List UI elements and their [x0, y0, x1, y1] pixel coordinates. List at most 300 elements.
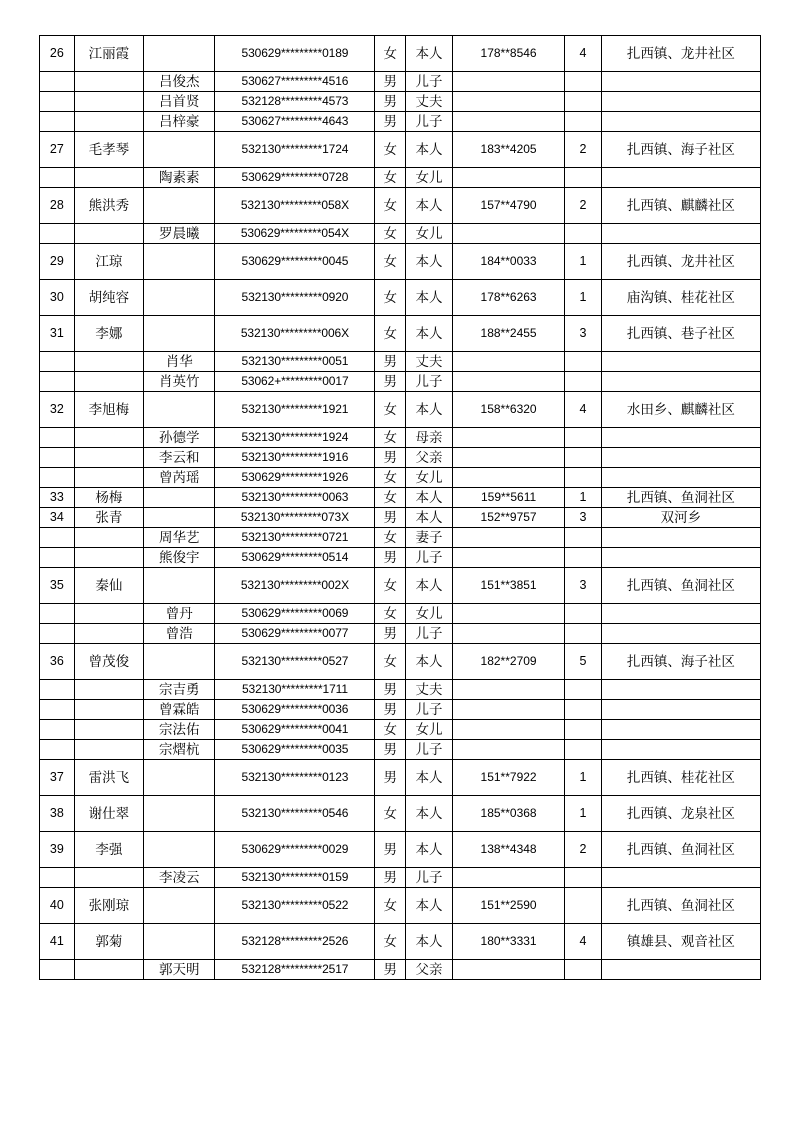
cell-id-number: 530629*********0189: [215, 36, 375, 72]
cell-household-head-name: 江丽霞: [74, 36, 143, 72]
cell-phone: [452, 92, 564, 112]
cell-family-member-name: 李凌云: [144, 868, 215, 888]
cell-relation: 儿子: [406, 700, 453, 720]
cell-address: [601, 740, 760, 760]
cell-phone: [452, 448, 564, 468]
cell-address: 扎西镇、麒麟社区: [601, 188, 760, 224]
cell-family-member-name: [144, 488, 215, 508]
cell-gender: 女: [375, 392, 406, 428]
cell-gender: 女: [375, 168, 406, 188]
cell-address: [601, 72, 760, 92]
cell-household-head-name: [74, 680, 143, 700]
cell-phone: [452, 224, 564, 244]
cell-gender: 女: [375, 244, 406, 280]
cell-person-count: [565, 548, 602, 568]
cell-address: [601, 428, 760, 448]
cell-household-head-name: 曾茂俊: [74, 644, 143, 680]
cell-phone: [452, 372, 564, 392]
cell-gender: 女: [375, 924, 406, 960]
cell-person-count: [565, 868, 602, 888]
cell-gender: 男: [375, 740, 406, 760]
cell-person-count: [565, 604, 602, 624]
cell-address: 扎西镇、鱼洞社区: [601, 488, 760, 508]
cell-phone: [452, 720, 564, 740]
cell-address: [601, 720, 760, 740]
cell-relation: 女儿: [406, 168, 453, 188]
cell-household-head-name: 江琼: [74, 244, 143, 280]
cell-id-number: 532130*********1724: [215, 132, 375, 168]
cell-sequence-number: 32: [40, 392, 75, 428]
table-row: [40, 132, 761, 168]
cell-id-number: 530629*********0077: [215, 624, 375, 644]
cell-phone: [452, 680, 564, 700]
cell-relation: 本人: [406, 132, 453, 168]
cell-household-head-name: 李娜: [74, 316, 143, 352]
table-row: [40, 92, 761, 112]
cell-address: 扎西镇、鱼洞社区: [601, 832, 760, 868]
cell-family-member-name: [144, 796, 215, 832]
cell-id-number: 532130*********0063: [215, 488, 375, 508]
cell-phone: [452, 740, 564, 760]
cell-family-member-name: [144, 244, 215, 280]
cell-sequence-number: [40, 604, 75, 624]
cell-id-number: 532130*********0123: [215, 760, 375, 796]
cell-sequence-number: [40, 92, 75, 112]
cell-household-head-name: 张青: [74, 508, 143, 528]
cell-gender: 女: [375, 796, 406, 832]
cell-phone: [452, 868, 564, 888]
cell-family-member-name: 熊俊宇: [144, 548, 215, 568]
cell-id-number: 530627*********4643: [215, 112, 375, 132]
cell-sequence-number: [40, 468, 75, 488]
cell-gender: 女: [375, 720, 406, 740]
cell-sequence-number: [40, 224, 75, 244]
cell-gender: 男: [375, 72, 406, 92]
roster-table-body: [40, 36, 761, 980]
cell-family-member-name: 吕梓豪: [144, 112, 215, 132]
table-row: [40, 72, 761, 92]
cell-phone: 151**7922: [452, 760, 564, 796]
table-row: [40, 112, 761, 132]
cell-phone: 178**6263: [452, 280, 564, 316]
cell-gender: 女: [375, 888, 406, 924]
cell-family-member-name: 罗晨曦: [144, 224, 215, 244]
cell-address: 扎西镇、巷子社区: [601, 316, 760, 352]
cell-gender: 女: [375, 488, 406, 508]
cell-person-count: [565, 624, 602, 644]
cell-sequence-number: [40, 868, 75, 888]
cell-sequence-number: [40, 528, 75, 548]
cell-sequence-number: 26: [40, 36, 75, 72]
cell-relation: 丈夫: [406, 92, 453, 112]
cell-sequence-number: 41: [40, 924, 75, 960]
cell-phone: [452, 468, 564, 488]
cell-person-count: [565, 92, 602, 112]
cell-relation: 丈夫: [406, 680, 453, 700]
table-row: [40, 280, 761, 316]
cell-gender: 男: [375, 508, 406, 528]
cell-family-member-name: 吕俊杰: [144, 72, 215, 92]
cell-household-head-name: 郭菊: [74, 924, 143, 960]
cell-person-count: [565, 224, 602, 244]
cell-person-count: [565, 960, 602, 980]
table-row: [40, 548, 761, 568]
cell-relation: 本人: [406, 924, 453, 960]
cell-person-count: 3: [565, 568, 602, 604]
cell-id-number: 530627*********4516: [215, 72, 375, 92]
cell-sequence-number: [40, 112, 75, 132]
cell-person-count: 3: [565, 316, 602, 352]
cell-household-head-name: [74, 528, 143, 548]
cell-household-head-name: [74, 720, 143, 740]
cell-relation: 本人: [406, 644, 453, 680]
cell-address: [601, 168, 760, 188]
cell-relation: 父亲: [406, 448, 453, 468]
cell-address: 庙沟镇、桂花社区: [601, 280, 760, 316]
cell-family-member-name: [144, 280, 215, 316]
cell-phone: [452, 112, 564, 132]
cell-sequence-number: 28: [40, 188, 75, 224]
cell-sequence-number: [40, 624, 75, 644]
cell-phone: [452, 700, 564, 720]
cell-id-number: 532130*********0051: [215, 352, 375, 372]
cell-phone: 151**3851: [452, 568, 564, 604]
cell-id-number: 532130*********0546: [215, 796, 375, 832]
cell-household-head-name: [74, 604, 143, 624]
cell-sequence-number: 40: [40, 888, 75, 924]
cell-sequence-number: 35: [40, 568, 75, 604]
cell-gender: 男: [375, 624, 406, 644]
cell-family-member-name: [144, 392, 215, 428]
cell-household-head-name: [74, 112, 143, 132]
table-row: [40, 604, 761, 624]
table-row: [40, 924, 761, 960]
cell-person-count: [565, 680, 602, 700]
cell-relation: 本人: [406, 316, 453, 352]
cell-phone: 152**9757: [452, 508, 564, 528]
cell-address: 水田乡、麒麟社区: [601, 392, 760, 428]
cell-family-member-name: [144, 924, 215, 960]
cell-family-member-name: 郭天明: [144, 960, 215, 980]
table-row: [40, 468, 761, 488]
cell-household-head-name: 谢仕翠: [74, 796, 143, 832]
cell-id-number: 532128*********4573: [215, 92, 375, 112]
cell-household-head-name: [74, 740, 143, 760]
cell-person-count: [565, 112, 602, 132]
cell-household-head-name: 毛孝琴: [74, 132, 143, 168]
cell-phone: [452, 548, 564, 568]
cell-relation: 儿子: [406, 372, 453, 392]
cell-relation: 本人: [406, 568, 453, 604]
cell-household-head-name: 秦仙: [74, 568, 143, 604]
cell-relation: 本人: [406, 36, 453, 72]
cell-sequence-number: [40, 680, 75, 700]
cell-relation: 父亲: [406, 960, 453, 980]
cell-sequence-number: [40, 700, 75, 720]
cell-phone: [452, 428, 564, 448]
cell-phone: 138**4348: [452, 832, 564, 868]
cell-person-count: 1: [565, 280, 602, 316]
cell-id-number: 53062+*********0017: [215, 372, 375, 392]
cell-address: [601, 528, 760, 548]
cell-address: [601, 372, 760, 392]
cell-person-count: 5: [565, 644, 602, 680]
table-row: [40, 36, 761, 72]
cell-id-number: 532130*********0522: [215, 888, 375, 924]
cell-id-number: 530629*********0029: [215, 832, 375, 868]
cell-gender: 男: [375, 832, 406, 868]
cell-address: 扎西镇、桂花社区: [601, 760, 760, 796]
cell-relation: 女儿: [406, 604, 453, 624]
cell-address: [601, 352, 760, 372]
table-row: [40, 168, 761, 188]
cell-household-head-name: [74, 168, 143, 188]
cell-sequence-number: [40, 372, 75, 392]
cell-household-head-name: 杨梅: [74, 488, 143, 508]
cell-id-number: 530629*********0728: [215, 168, 375, 188]
cell-person-count: [565, 700, 602, 720]
table-row: [40, 528, 761, 548]
cell-sequence-number: [40, 168, 75, 188]
cell-household-head-name: 胡纯容: [74, 280, 143, 316]
table-row: [40, 392, 761, 428]
cell-family-member-name: 宗法佑: [144, 720, 215, 740]
cell-family-member-name: [144, 568, 215, 604]
cell-gender: 男: [375, 960, 406, 980]
cell-address: 扎西镇、海子社区: [601, 132, 760, 168]
cell-household-head-name: [74, 372, 143, 392]
cell-family-member-name: 曾浩: [144, 624, 215, 644]
cell-family-member-name: 周华艺: [144, 528, 215, 548]
cell-id-number: 530629*********0035: [215, 740, 375, 760]
cell-relation: 本人: [406, 888, 453, 924]
cell-gender: 女: [375, 528, 406, 548]
cell-id-number: 532130*********1711: [215, 680, 375, 700]
cell-relation: 本人: [406, 760, 453, 796]
cell-family-member-name: [144, 832, 215, 868]
cell-id-number: 530629*********0514: [215, 548, 375, 568]
table-row: [40, 244, 761, 280]
table-row: [40, 508, 761, 528]
cell-gender: 男: [375, 92, 406, 112]
cell-phone: 178**8546: [452, 36, 564, 72]
cell-relation: 母亲: [406, 428, 453, 448]
cell-id-number: 530629*********0041: [215, 720, 375, 740]
cell-person-count: [565, 428, 602, 448]
table-row: [40, 888, 761, 924]
cell-address: [601, 680, 760, 700]
cell-person-count: [565, 468, 602, 488]
table-row: [40, 624, 761, 644]
cell-relation: 本人: [406, 244, 453, 280]
cell-gender: 男: [375, 372, 406, 392]
cell-relation: 本人: [406, 488, 453, 508]
cell-family-member-name: [144, 760, 215, 796]
cell-id-number: 530629*********0069: [215, 604, 375, 624]
cell-phone: 185**0368: [452, 796, 564, 832]
cell-gender: 女: [375, 604, 406, 624]
cell-gender: 女: [375, 644, 406, 680]
table-row: [40, 760, 761, 796]
cell-phone: [452, 72, 564, 92]
cell-person-count: 1: [565, 488, 602, 508]
cell-address: 镇雄县、观音社区: [601, 924, 760, 960]
cell-person-count: 1: [565, 760, 602, 796]
cell-sequence-number: 31: [40, 316, 75, 352]
cell-person-count: [565, 888, 602, 924]
cell-sequence-number: 29: [40, 244, 75, 280]
cell-address: [601, 624, 760, 644]
cell-relation: 本人: [406, 392, 453, 428]
cell-id-number: 532130*********1916: [215, 448, 375, 468]
cell-person-count: 4: [565, 392, 602, 428]
cell-gender: 女: [375, 36, 406, 72]
cell-sequence-number: [40, 448, 75, 468]
cell-family-member-name: 曾霖皓: [144, 700, 215, 720]
cell-gender: 男: [375, 760, 406, 796]
cell-person-count: 1: [565, 244, 602, 280]
cell-person-count: [565, 372, 602, 392]
cell-family-member-name: [144, 316, 215, 352]
cell-relation: 本人: [406, 280, 453, 316]
cell-relation: 儿子: [406, 548, 453, 568]
cell-person-count: [565, 448, 602, 468]
cell-relation: 女儿: [406, 224, 453, 244]
cell-relation: 本人: [406, 508, 453, 528]
cell-sequence-number: 39: [40, 832, 75, 868]
cell-phone: 159**5611: [452, 488, 564, 508]
cell-household-head-name: [74, 224, 143, 244]
cell-address: 双河乡: [601, 508, 760, 528]
cell-sequence-number: 37: [40, 760, 75, 796]
cell-person-count: [565, 352, 602, 372]
cell-person-count: 1: [565, 796, 602, 832]
cell-address: 扎西镇、鱼洞社区: [601, 888, 760, 924]
cell-person-count: 3: [565, 508, 602, 528]
cell-person-count: [565, 740, 602, 760]
cell-gender: 女: [375, 132, 406, 168]
cell-household-head-name: [74, 468, 143, 488]
cell-gender: 男: [375, 112, 406, 132]
cell-household-head-name: [74, 624, 143, 644]
cell-family-member-name: 宗吉勇: [144, 680, 215, 700]
cell-relation: 儿子: [406, 740, 453, 760]
cell-address: [601, 112, 760, 132]
cell-household-head-name: 李旭梅: [74, 392, 143, 428]
table-row: [40, 448, 761, 468]
cell-phone: [452, 624, 564, 644]
roster-table: [39, 35, 761, 980]
cell-household-head-name: [74, 448, 143, 468]
cell-id-number: 532130*********073X: [215, 508, 375, 528]
cell-relation: 妻子: [406, 528, 453, 548]
cell-sequence-number: [40, 428, 75, 448]
cell-address: [601, 960, 760, 980]
cell-sequence-number: 36: [40, 644, 75, 680]
cell-person-count: [565, 168, 602, 188]
cell-sequence-number: [40, 72, 75, 92]
cell-gender: 男: [375, 448, 406, 468]
cell-id-number: 532130*********0527: [215, 644, 375, 680]
cell-phone: 183**4205: [452, 132, 564, 168]
cell-phone: 158**6320: [452, 392, 564, 428]
cell-id-number: 532128*********2526: [215, 924, 375, 960]
cell-relation: 本人: [406, 832, 453, 868]
cell-gender: 女: [375, 224, 406, 244]
table-row: [40, 352, 761, 372]
cell-address: [601, 448, 760, 468]
cell-household-head-name: 雷洪飞: [74, 760, 143, 796]
table-row: [40, 568, 761, 604]
cell-family-member-name: [144, 188, 215, 224]
table-row: [40, 680, 761, 700]
cell-household-head-name: [74, 700, 143, 720]
cell-family-member-name: [144, 644, 215, 680]
cell-id-number: 530629*********054X: [215, 224, 375, 244]
cell-id-number: 532130*********058X: [215, 188, 375, 224]
cell-person-count: [565, 720, 602, 740]
cell-address: [601, 92, 760, 112]
table-row: [40, 700, 761, 720]
cell-family-member-name: [144, 36, 215, 72]
cell-sequence-number: 33: [40, 488, 75, 508]
table-row: [40, 644, 761, 680]
cell-person-count: 4: [565, 36, 602, 72]
cell-sequence-number: 30: [40, 280, 75, 316]
cell-id-number: 530629*********1926: [215, 468, 375, 488]
cell-phone: [452, 528, 564, 548]
cell-sequence-number: [40, 960, 75, 980]
cell-family-member-name: 肖英竹: [144, 372, 215, 392]
table-row: [40, 868, 761, 888]
cell-relation: 本人: [406, 796, 453, 832]
cell-address: [601, 700, 760, 720]
cell-id-number: 530629*********0045: [215, 244, 375, 280]
cell-person-count: 4: [565, 924, 602, 960]
cell-gender: 男: [375, 868, 406, 888]
cell-id-number: 532130*********1924: [215, 428, 375, 448]
cell-gender: 男: [375, 680, 406, 700]
table-row: [40, 720, 761, 740]
cell-sequence-number: [40, 548, 75, 568]
table-row: [40, 488, 761, 508]
cell-family-member-name: [144, 508, 215, 528]
cell-id-number: 532130*********0159: [215, 868, 375, 888]
cell-gender: 女: [375, 188, 406, 224]
cell-phone: 184**0033: [452, 244, 564, 280]
cell-relation: 儿子: [406, 868, 453, 888]
cell-household-head-name: 张刚琼: [74, 888, 143, 924]
cell-person-count: [565, 72, 602, 92]
cell-family-member-name: 曾芮瑶: [144, 468, 215, 488]
table-row: [40, 316, 761, 352]
cell-person-count: 2: [565, 832, 602, 868]
cell-gender: 女: [375, 280, 406, 316]
cell-relation: 儿子: [406, 112, 453, 132]
cell-sequence-number: 38: [40, 796, 75, 832]
cell-relation: 本人: [406, 188, 453, 224]
cell-id-number: 532130*********006X: [215, 316, 375, 352]
cell-gender: 男: [375, 700, 406, 720]
cell-household-head-name: [74, 960, 143, 980]
cell-relation: 儿子: [406, 624, 453, 644]
cell-person-count: 2: [565, 188, 602, 224]
cell-phone: 151**2590: [452, 888, 564, 924]
cell-household-head-name: [74, 352, 143, 372]
cell-id-number: 530629*********0036: [215, 700, 375, 720]
cell-phone: [452, 604, 564, 624]
cell-family-member-name: 肖华: [144, 352, 215, 372]
